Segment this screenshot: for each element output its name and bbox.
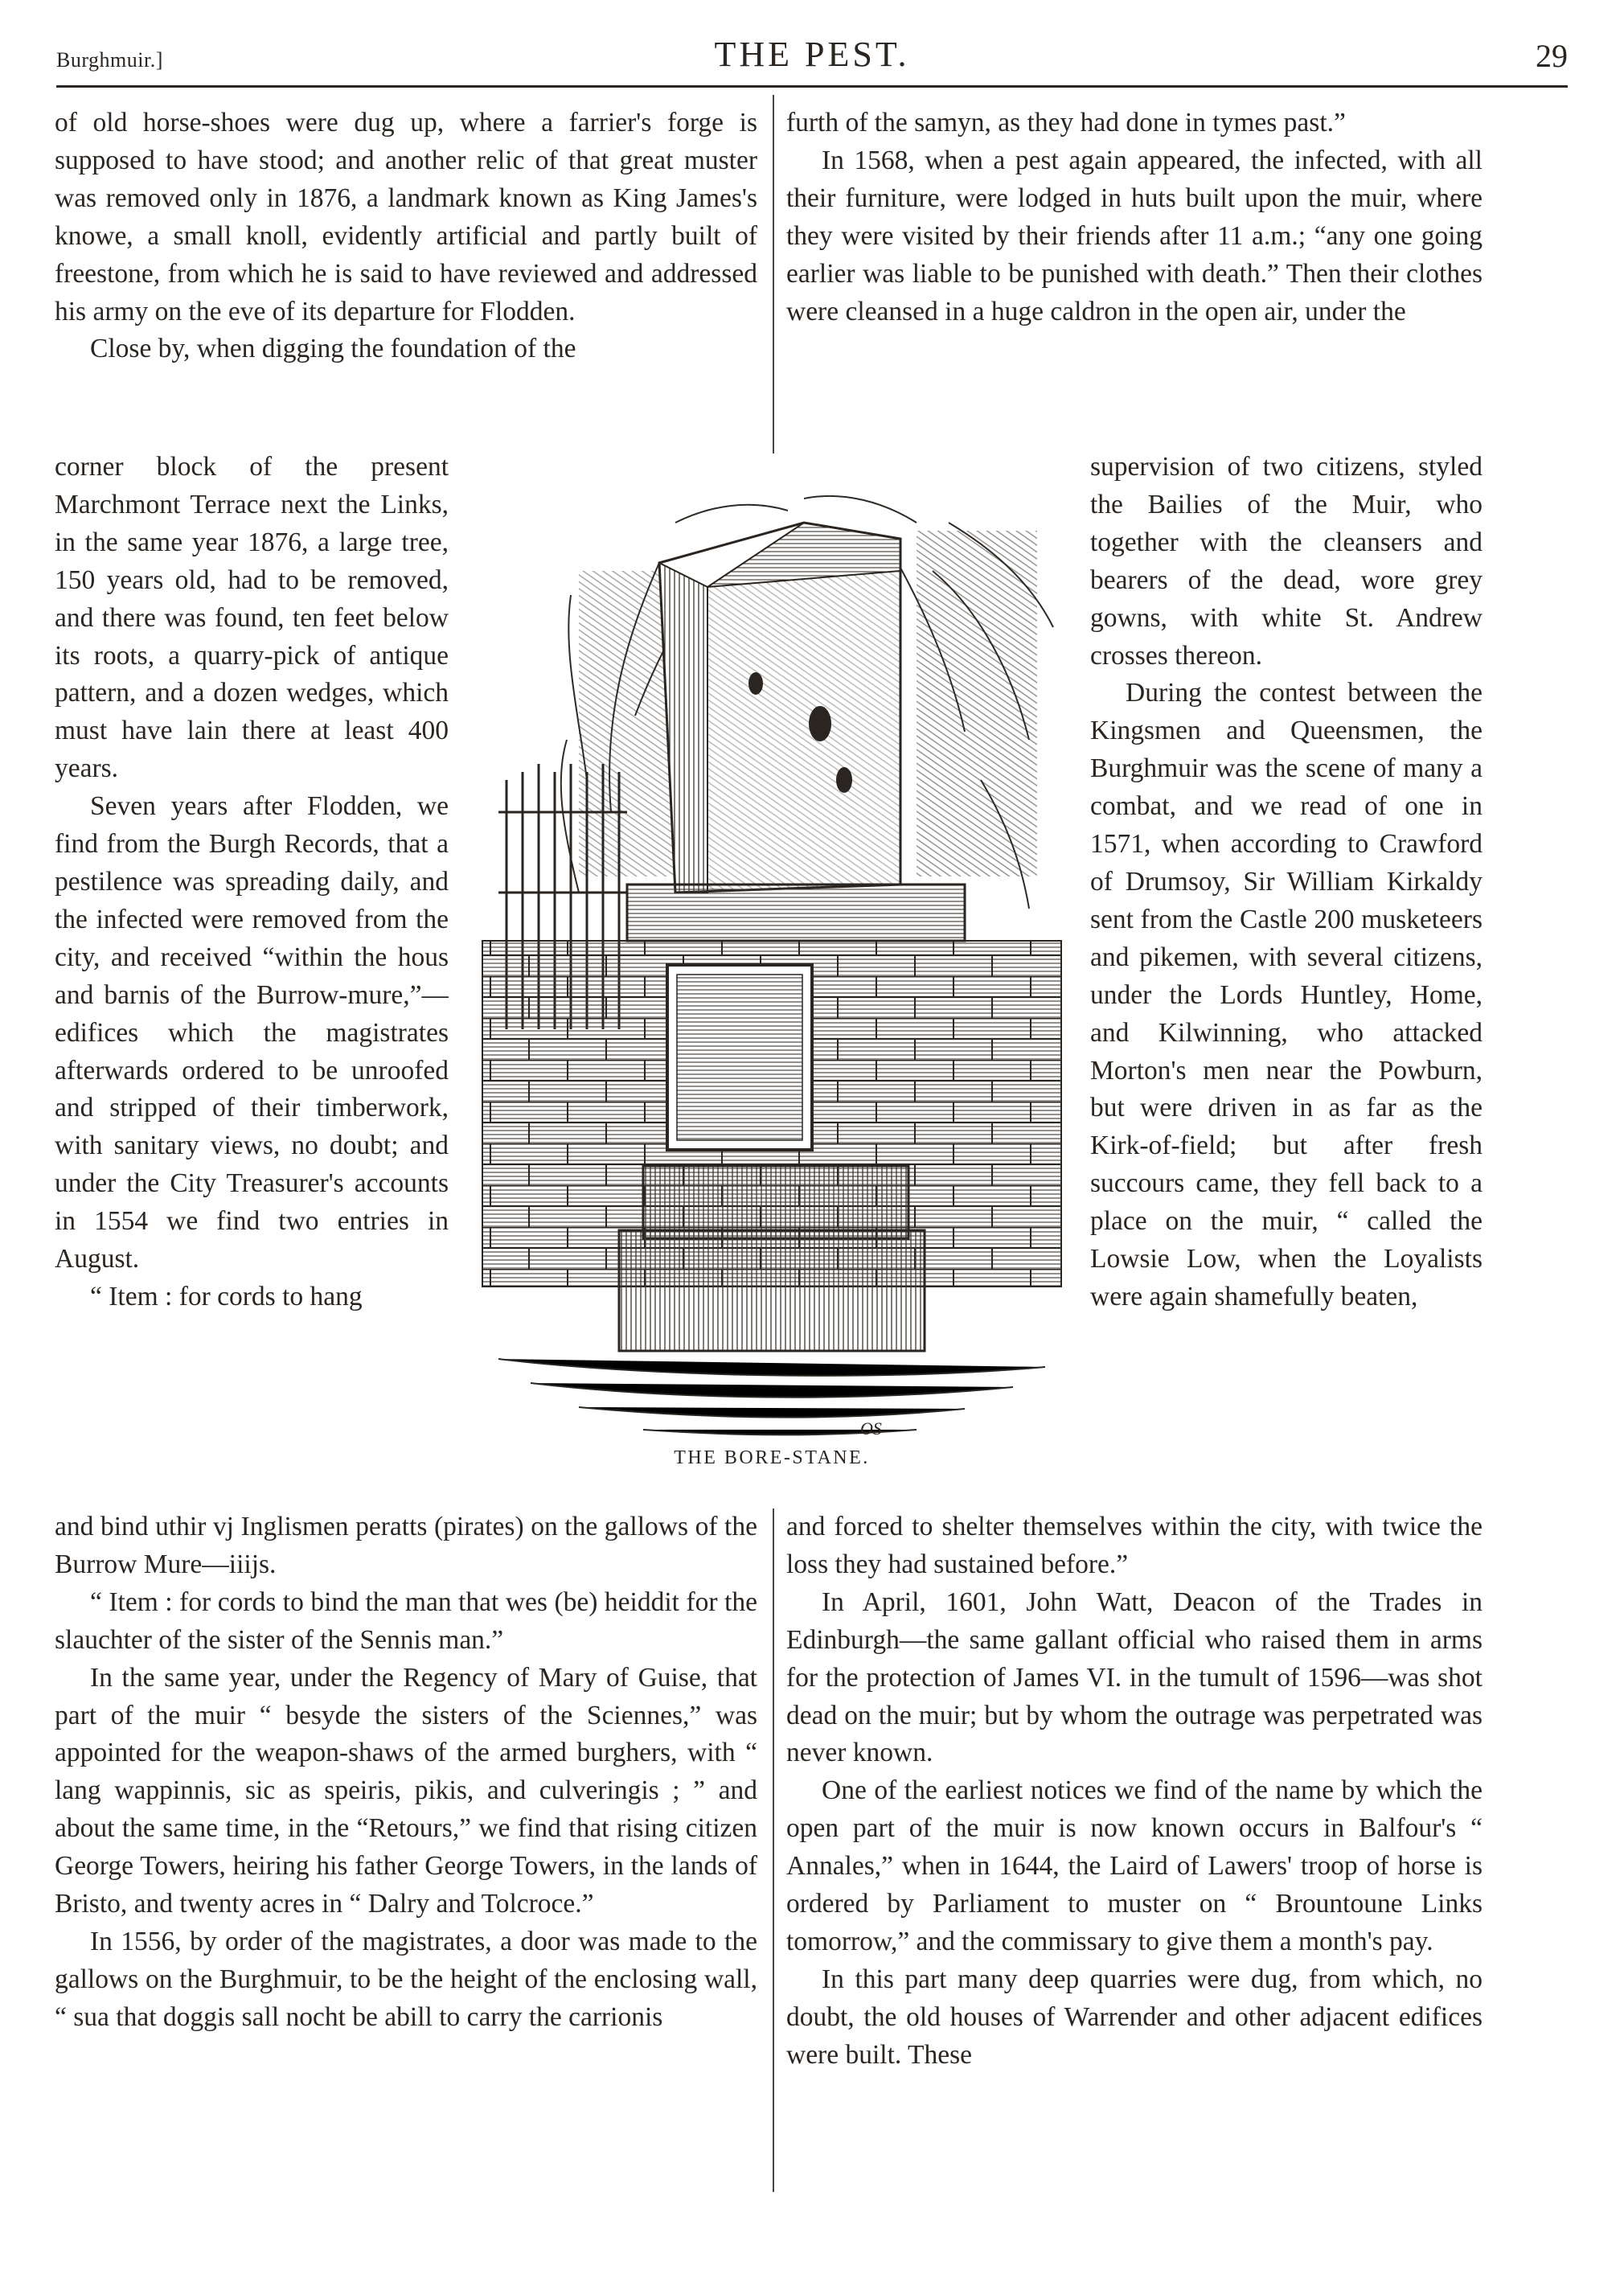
left-column-wrap xyxy=(55,449,449,1515)
header-section-label: Burghmuir.] xyxy=(56,48,163,72)
column-rule xyxy=(773,95,774,454)
paragraph: and forced to shelter themselves within the city, with twice the loss they had sustained before.” xyxy=(786,1512,1483,1579)
paragraph: In this part many deep quarries were dug, from which, no doubt, the old houses of Warrender and other adjacent edifices were built. These xyxy=(786,1964,1483,2070)
running-header xyxy=(56,34,1568,82)
paragraph: In the same year, under the Regency of Mary of Guise, that part of the muir “ besyde the sisters of the Sciennes,” was appointed for the weapon-shaws of the armed burghers, with “ lang wappinnis, sic as speiris, pikis, and culveringis ; ” and about the same time, in the “Retours,” we find that rising citizen George Towers, heiring his father George Towers, in the lands of Bristo, and twenty acres in “ Dalry and Tolcroce.” xyxy=(55,1662,757,1919)
base-step xyxy=(643,1166,908,1238)
column-rule xyxy=(773,1508,774,2192)
inscription-tablet xyxy=(667,965,812,1150)
right-column-top xyxy=(786,105,1483,449)
bore-stane xyxy=(659,523,900,893)
page-number: 29 xyxy=(1536,38,1568,74)
left-column-top xyxy=(55,105,757,449)
engraver-signature: OS xyxy=(860,1418,882,1439)
paragraph: Seven years after Flodden, we find from the Burgh Records, that a pestilence was spreading daily, and the infected were removed from the city, and received “within the hous and barnis of the Burrow-mure,”—edifices which the magistrates afterwards ordered to be unroofed and stripped of their timberwork, with sanitary views, no doubt; and under the City Treasurer's accounts in 1554 we find two entries in August. xyxy=(55,791,449,1274)
right-column-wrap xyxy=(1090,449,1483,1515)
header-rule xyxy=(56,85,1568,88)
paragraph: In 1556, by order of the magistrates, a door was made to the gallows on the Burghmuir, to be the height of the enclosing wall, “ sua that doggis sall nocht be abill to carry the carrionis xyxy=(55,1926,757,2032)
paragraph: “ Item : for cords to hang xyxy=(90,1281,363,1311)
paragraph: and bind uthir vj Inglismen peratts (pirates) on the gallows of the Burrow Mure—iiijs. xyxy=(55,1512,757,1579)
bore-stane-engraving xyxy=(466,474,1077,1447)
header-title: THE PEST. xyxy=(714,35,910,74)
base-block xyxy=(619,1230,925,1351)
coping-slab xyxy=(627,885,965,941)
paragraph: In 1568, when a pest again appeared, the infected, with all their furniture, were lodged in huts built upon the muir, where they were visited by their friends after 11 a.m.; “any one going earlier was liable to be punished with death.” Then their clothes were cleansed in a huge caldron in the open air, under the xyxy=(786,145,1483,326)
paragraph: furth of the samyn, as they had done in tymes past.” xyxy=(786,108,1346,138)
paragraph: One of the earliest notices we find of the name by which the open part of the muir is now known occurs in Balfour's “ Annales,” when in 1644, the Laird of Lawers' troop of horse is ordered by Parliament to muster on “ Brountoune Links tomorrow,” and the commissary to give them a month's pay. xyxy=(786,1775,1483,1956)
paragraph: corner block of the present Marchmont Terrace next the Links, in the same year 1876, a large tree, 150 years old, had to be removed, and there was found, ten feet below its roots, a quarry-pick of antique pattern, and a dozen wedges, which must have lain there at least 400 years. xyxy=(55,452,449,784)
ground-hatching xyxy=(498,1359,1045,1435)
paragraph: Close by, when digging the foundation of the xyxy=(90,334,576,364)
figure-caption: THE BORE-STANE. xyxy=(674,1447,870,1468)
left-column-bottom xyxy=(55,1508,757,2200)
paragraph: During the contest between the Kingsmen and Queensmen, the Burghmuir was the scene of many a combat, and we read of one in 1571, when according to Crawford of Drumsoy, Sir William Kirkaldy sent from the Castle 200 musketeers and pikemen, with several citizens, under the Lords Huntley, Home, and Kilwinning, who attacked Morton's men near the Powburn, but were driven in as far as the Kirk-of-field; but after fresh succours came, they fell back to a place on the muir, “ called the Lowsie Low, when the Loyalists were again shamefully beaten, xyxy=(1090,678,1483,1311)
paragraph: of old horse-shoes were dug up, where a farrier's forge is supposed to have stood; and another relic of that great muster was removed only in 1876, a landmark known as King James's knowe, a small knoll, evidently artificial and partly built of freestone, from which he is said to have reviewed and addressed his army on the eve of its departure for Flodden. xyxy=(55,108,757,326)
paragraph: supervision of two citizens, styled the Bailies of the Muir, who together with the cleansers and bearers of the dead, wore grey gowns, with white St. Andrew crosses thereon. xyxy=(1090,452,1483,671)
paragraph: In April, 1601, John Watt, Deacon of the Trades in Edinburgh—the same gallant official who raised them in arms for the protection of James VI. in the tumult of 1596—was shot dead on the muir; but by whom the outrage was perpetrated was never known. xyxy=(786,1586,1483,1768)
right-column-bottom xyxy=(786,1508,1483,2200)
paragraph: “ Item : for cords to bind the man that wes (be) heiddit for the slauchter of the sister of the Sennis man.” xyxy=(55,1586,757,1655)
